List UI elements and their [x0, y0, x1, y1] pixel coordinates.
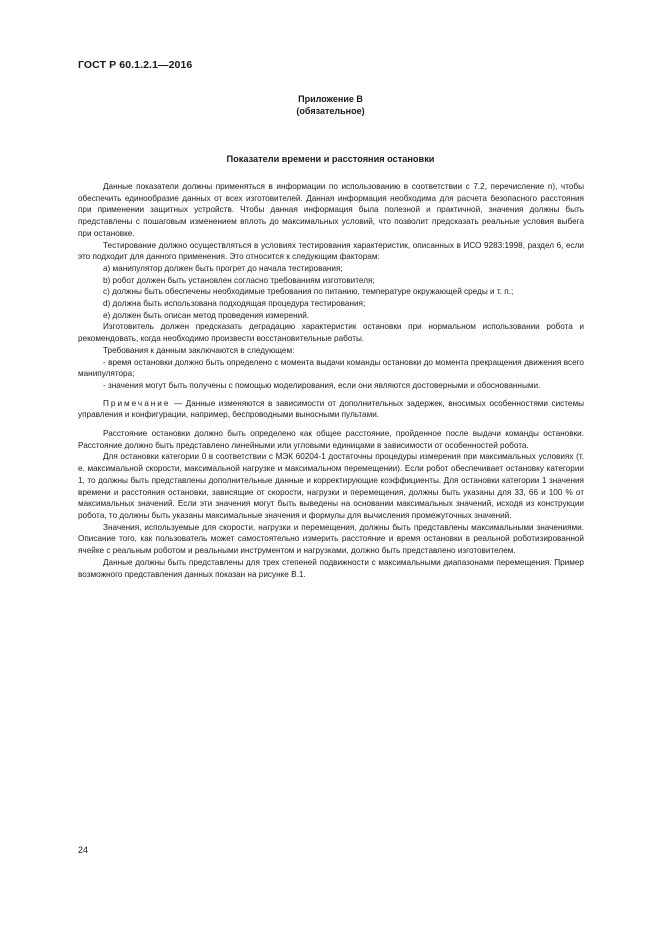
dash-item: - время остановки должно быть определено с момента выдачи команды остановки до момента прекращения движения всего манипулятора;: [78, 357, 584, 379]
document-body: [78, 181, 584, 580]
list-item: a) манипулятор должен быть прогрет до начала тестирования;: [103, 263, 343, 273]
paragraph: Расстояние остановки должно быть определено как общее расстояние, пройденное после выдачи команды остановки. Расстояние должно быть представлено линейными или угловыми единицами в зависимости от особенностей робота.: [78, 429, 584, 450]
paragraph: Значения, используемые для скорости, нагрузки и перемещения, должны быть представлены максимальными значениями. Описание того, как пользователь может самостоятельно измерить расстояние и время остановки в реальной роботизированной ячейке с реальным роботом и реальными инструментом и нагрузками, должно быть представлено изготовителем.: [78, 522, 584, 556]
paragraph: Данные показатели должны применяться в информации по использованию в соответствии с 7.2, перечисление n), чтобы обеспечить единообразие данных от всех изготовителей. Данная информация необходима для расчета безопасного расстояния при применении защитных устройств. Чтобы данная информация была полезной и практичной, значения должны быть представлены с пошаговым изменением вплоть до максимальных условий, что позволит предсказать реальные условия выбега при остановке.: [78, 182, 584, 238]
paragraph: Данные должны быть представлены для трех степеней подвижности с максимальными диапазонами перемещения. Пример возможного представления данных показан на рисунке В.1.: [78, 557, 584, 579]
section-title: Показатели времени и расстояния остановки: [226, 154, 435, 164]
list-item: e) должен быть описан метод проведения измерений.: [103, 310, 310, 320]
note-label: Примечание: [103, 398, 171, 408]
list-item: b) робот должен быть установлен согласно требованиям изготовителя;: [103, 275, 375, 285]
annex-subtitle: (обязательное): [296, 106, 365, 116]
note-text: — Данные изменяются в зависимости от дополнительных задержек, вносимых особенностями системы управления и конфигурации, например, беспроводными выносными пультами.: [78, 398, 584, 420]
paragraph: Изготовитель должен предсказать деградацию характеристик остановки при нормальном использовании робота и рекомендовать, когда необходимо произвести восстановительные работы.: [78, 322, 584, 344]
list-item: c) должны быть обеспечены необходимые требования по питанию, температуре окружающей среды и т. п.;: [103, 287, 514, 297]
list-item: d) должна быть использована подходящая процедура тестирования;: [103, 299, 366, 309]
paragraph: Требования к данным заключаются в следующем:: [103, 345, 295, 355]
paragraph: Тестирование должно осуществляться в условиях тестирования характеристик, описанных в ИСО 9283:1998, раздел 6, если это подходит для данного применения. Это относится к следующим факторам:: [78, 240, 584, 262]
dash-item: - значения могут быть получены с помощью моделирования, если они являются достоверными и обоснованными.: [103, 380, 541, 390]
note: [78, 398, 584, 421]
annex-title: Приложение В: [298, 94, 363, 104]
paragraph: Для остановки категории 0 в соответствии с МЭК 60204-1 достаточны процедуры измерения при максимальных условиях (т. е. максимальной скорости, максимальной нагрузке и максимальном перемещении). Если робот обеспечивает остановку категории 1, то должны быть представлены дополнительные данные и корректирующие коэффициенты. Для остановки категории 1 значения времени и расстояния остановки, зависящие от скорости, нагрузки и перемещения, должны быть указаны для 33, 66 и 100 % от максимальных значений. Если эти значения могут быть выведены на основании максимальных значений, исходя из конструкции робота, то должны быть указаны максимальные значения и формулы для вычисления промежуточных значений.: [78, 452, 584, 520]
page-number: 24: [78, 845, 89, 855]
document-code: ГОСТ Р 60.1.2.1—2016: [78, 59, 193, 71]
